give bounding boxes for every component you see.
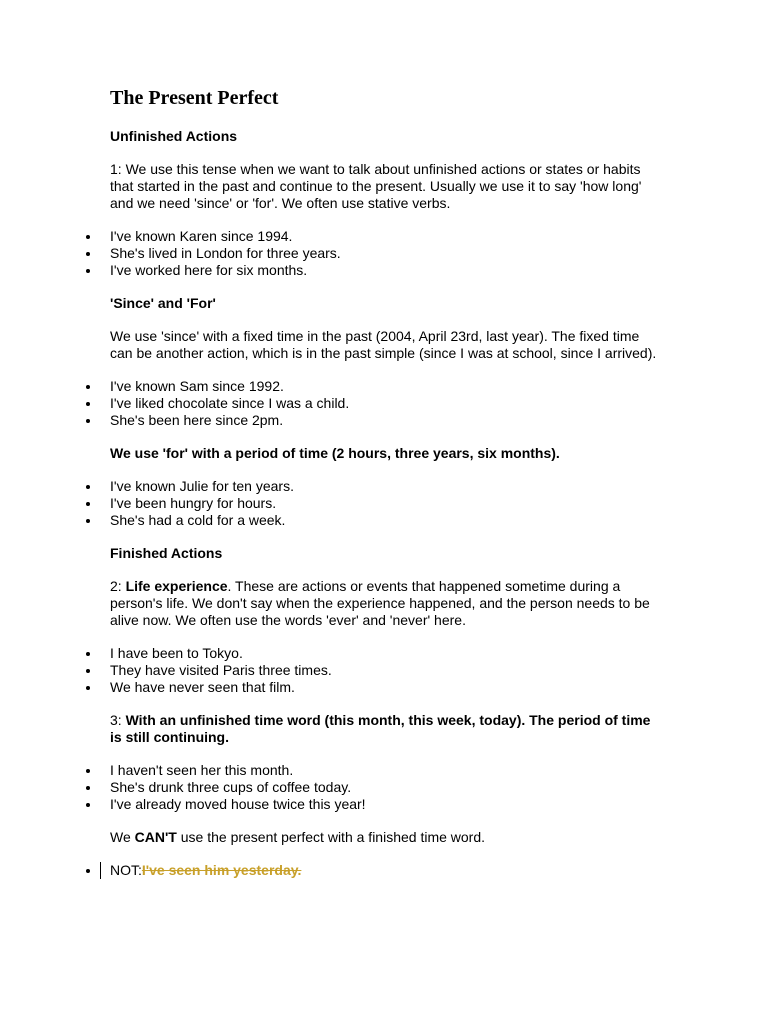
list-item: I have been to Tokyo. [110, 645, 665, 662]
struck-example: I've seen him yesterday. [141, 862, 302, 878]
list-item: I've already moved house twice this year! [110, 796, 665, 813]
example-list-for [110, 478, 665, 529]
example-list-unfinished [110, 228, 665, 279]
paragraph-bold: CAN'T [134, 829, 177, 845]
paragraph-prefix: 2: [110, 578, 126, 594]
paragraph-rest: use the present perfect with a finished time word. [176, 829, 486, 845]
text-cursor [100, 862, 101, 879]
paragraph-since: We use 'since' with a fixed time in the past (2004, April 23rd, last year). The fixed time can be another action, which is in the past simple (since I was at school, since I arrived). [110, 328, 657, 361]
list-item: They have visited Paris three times. [110, 662, 665, 679]
list-item: I haven't seen her this month. [110, 762, 665, 779]
list-item: I've known Karen since 1994. [110, 228, 665, 245]
list-item: I've known Sam since 1992. [110, 378, 665, 395]
example-list-life-experience [110, 645, 665, 696]
list-item: I've been hungry for hours. [110, 495, 665, 512]
example-list-not [110, 862, 665, 879]
list-item: She's had a cold for a week. [110, 512, 665, 529]
paragraph-life-experience [110, 578, 665, 629]
not-label: NOT: [110, 862, 142, 878]
paragraph-bold: With an unfinished time word (this month, this week, today). The period of time is still continuing. [110, 712, 651, 745]
example-list-unfinished-time [110, 762, 665, 813]
list-item: I've worked here for six months. [110, 262, 665, 279]
section-heading-unfinished-actions: Unfinished Actions [110, 128, 238, 144]
list-item: I've known Julie for ten years. [110, 478, 665, 495]
example-list-since [110, 378, 665, 429]
list-item: I've liked chocolate since I was a child. [110, 395, 665, 412]
paragraph-prefix: 3: [110, 712, 126, 728]
section-heading-finished-actions: Finished Actions [110, 545, 223, 561]
list-item: She's lived in London for three years. [110, 245, 665, 262]
paragraph-prefix: We [110, 829, 135, 845]
paragraph-unfinished-actions: 1: We use this tense when we want to talk about unfinished actions or states or habits that started in the past and continue to the present. Usually we use it to say 'how long' and we need 'since' or 'for'. We often use stative verbs. [110, 161, 642, 211]
paragraph-unfinished-time-word [110, 712, 665, 746]
paragraph-bold: Life experience [125, 578, 228, 594]
paragraph-rest: . These are actions or events that happened sometime during a person's life. We don't say when the experience happened, and the person needs to be alive now. We often use the words 'ever' and 'never' here. [110, 578, 650, 628]
page-title: The Present Perfect [110, 87, 279, 109]
section-heading-for: We use 'for' with a period of time (2 hours, three years, six months). [110, 445, 560, 461]
paragraph-cant [110, 829, 665, 846]
list-item-not[interactable] [110, 862, 665, 879]
section-heading-since-for: 'Since' and 'For' [110, 295, 216, 311]
document-page [110, 86, 665, 895]
list-item: She's drunk three cups of coffee today. [110, 779, 665, 796]
list-item: We have never seen that film. [110, 679, 665, 696]
list-item: She's been here since 2pm. [110, 412, 665, 429]
